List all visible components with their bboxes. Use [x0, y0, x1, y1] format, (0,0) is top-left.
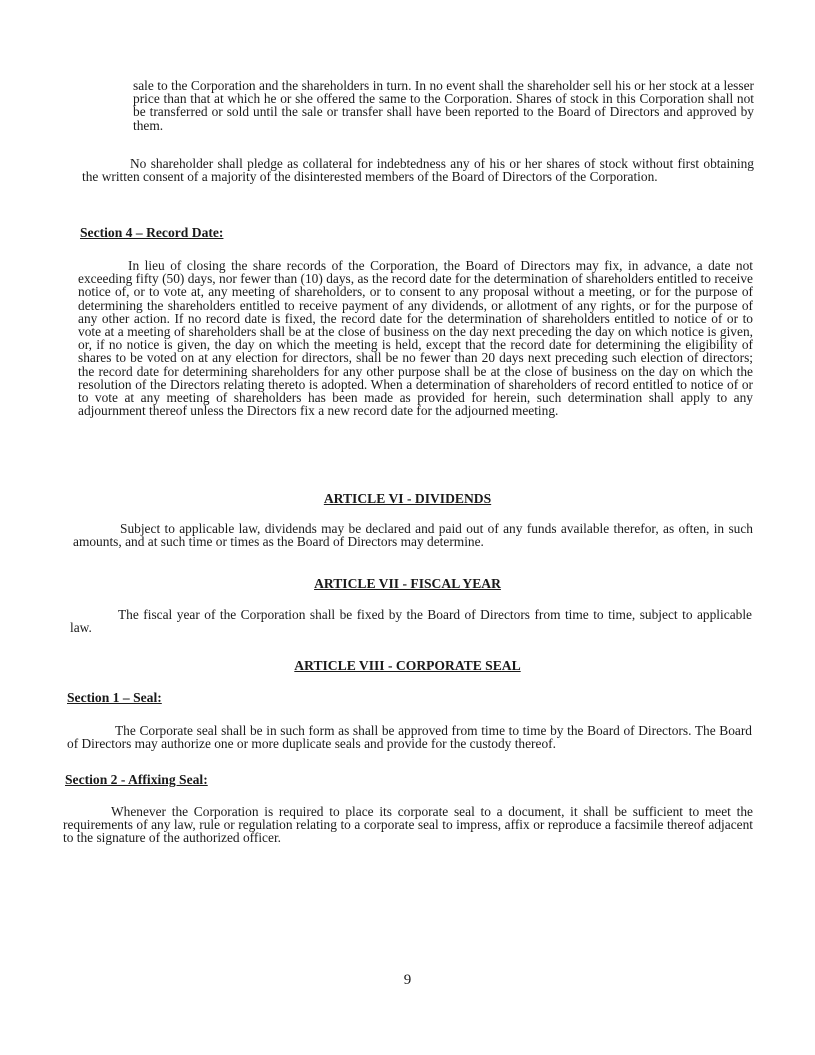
section-2-heading: Section 2 - Affixing Seal: [65, 772, 208, 787]
paragraph-sale-to-corporation: sale to the Corporation and the shareholders in turn. In no event shall the shareholder sell his or her stock at a lesser price than that at which he or she offered the same to the Corporation. Shares of stock in this Corporation shall not be transferred or sold until the sale or transfer shall have been reported to the Board of Directors and approved by them. [133, 78, 754, 133]
section-4-body: In lieu of closing the share records of the Corporation, the Board of Directors may fix, in advance, a date not exceeding fifty (50) days, nor fewer than (10) days, as the record date for the determination of shareholders entitled to receive notice of, or to vote at, any meeting of shareholders, or to consent to any proposal without a meeting, or for the purpose of determining the shareholders entitled to receive payment of any dividends, or allotment of any rights, or for the purpose of any other action. If no record date is fixed, the record date for the determination of shareholders entitled to notice of or to vote at a meeting of shareholders shall be at the close of business on the day next preceding the day on which notice is given, or, if no notice is given, the day on which the meeting is held, except that the record date for determining the eligibility of shares to be voted on at any election for directors, shall be no fewer than 20 days next preceding such election of directors; the record date for determining shareholders for any other purpose shall be at the close of business on the day on which the resolution of the Directors relating thereto is adopted. When a determination of shareholders of record entitled to notice of or to vote at any meeting of shareholders has been made as provided for herein, such determination shall apply to any adjournment thereof unless the Directors fix a new record date for the adjourned meeting. [78, 258, 753, 419]
article-vi-heading: ARTICLE VI - DIVIDENDS [323, 491, 492, 506]
page-number: 9 [403, 972, 412, 988]
article-viii-heading: ARTICLE VIII - CORPORATE SEAL [294, 658, 521, 673]
article-vii-body: The fiscal year of the Corporation shall be fixed by the Board of Directors from time to time, subject to applicable law. [70, 607, 752, 636]
article-vi-body: Subject to applicable law, dividends may be declared and paid out of any funds available therefor, as often, in such amounts, and at such time or times as the Board of Directors may determine. [73, 521, 753, 550]
article-vii-heading: ARTICLE VII - FISCAL YEAR [314, 576, 501, 591]
paragraph-pledge-restriction: No shareholder shall pledge as collateral for indebtedness any of his or her shares of stock without first obtaining the written consent of a majority of the disinterested members of the Board of Directors of the Corporation. [82, 156, 754, 185]
section-4-heading: Section 4 – Record Date: [80, 225, 224, 240]
section-1-heading: Section 1 – Seal: [67, 690, 162, 705]
section-1-body: The Corporate seal shall be in such form as shall be approved from time to time by the Board of Directors. The Board of Directors may authorize one or more duplicate seals and provide for the custody thereof. [67, 723, 752, 752]
section-2-body: Whenever the Corporation is required to place its corporate seal to a document, it shall be sufficient to meet the requirements of any law, rule or regulation relating to a corporate seal to impress, affix or reproduce a facsimile thereof adjacent to the signature of the authorized officer. [63, 804, 753, 846]
